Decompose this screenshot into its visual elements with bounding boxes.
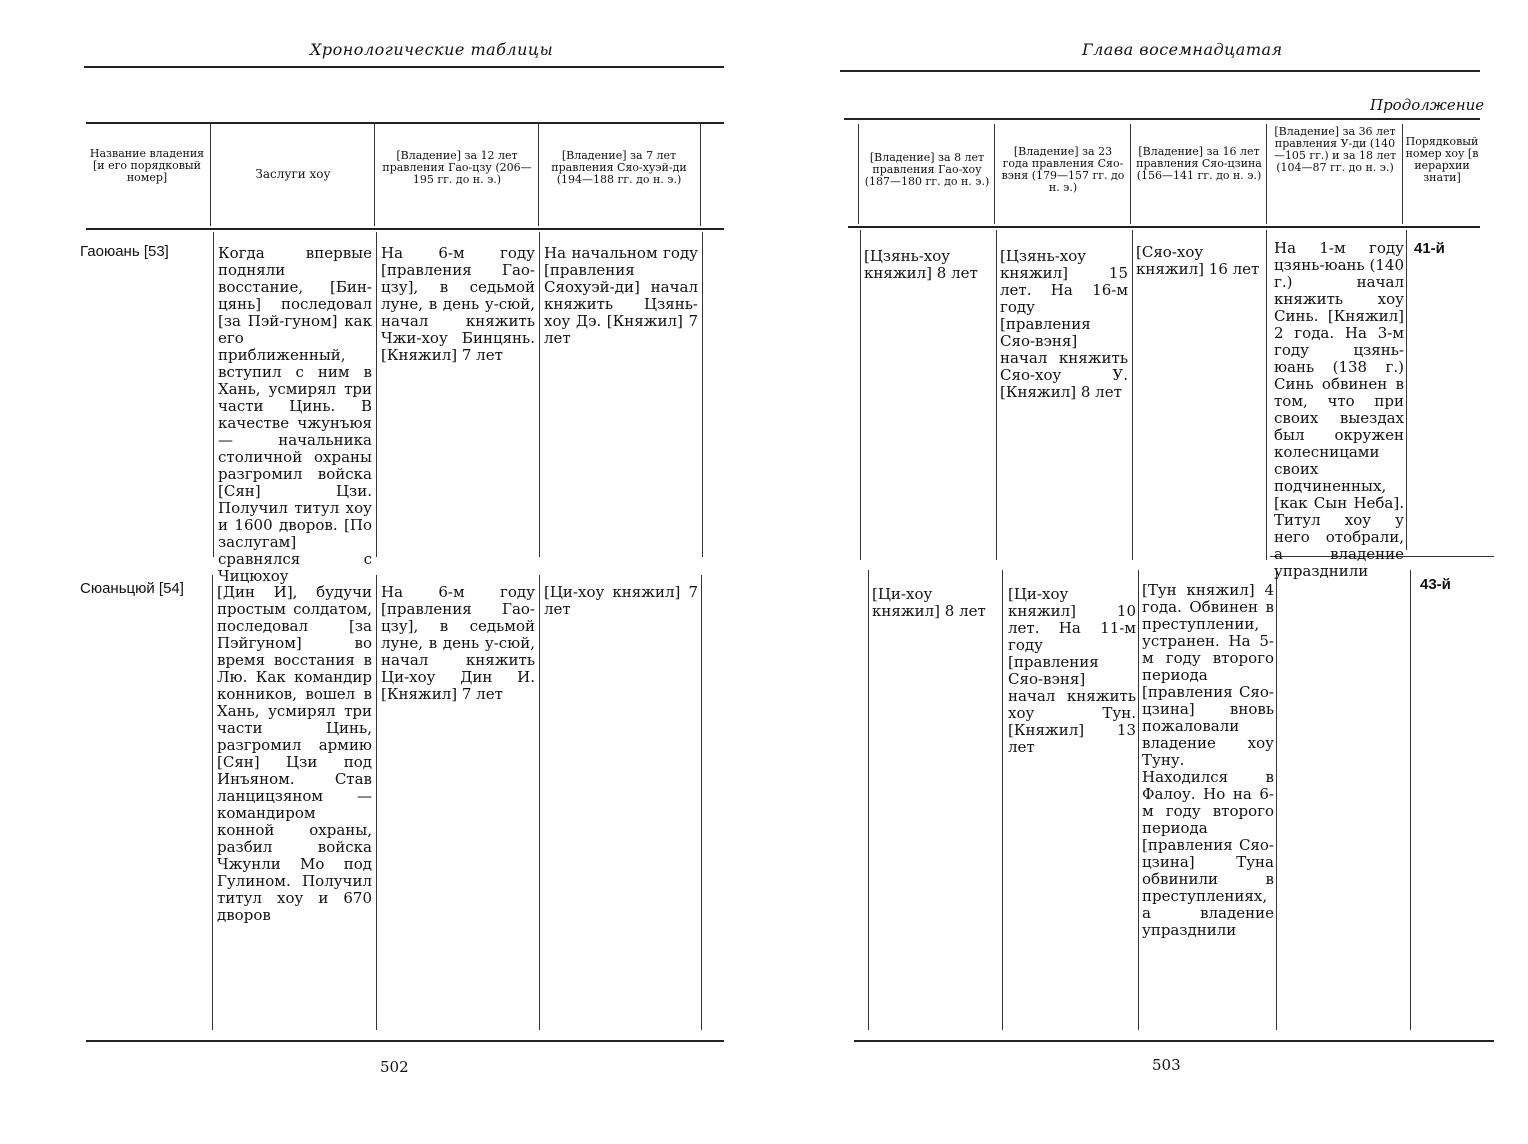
table-bottom-rule-right [854,1040,1494,1042]
header-gaohou: [Владение] за 8 лет правления Гао-хоу (187—180 гг. до н. э.) [864,151,990,188]
table-cell-merits: [Дин И], будучи простым солдатом, последовал [за Пэйгуном] во время восстания в Лю. Как командир конников, вошел в Хань, усмирял три части Цинь, разгромил армию [Сян] Цзи под Инъяном. Став ланцицзяном — командиром конной охраны, разбил войска Чжунли Мо под Гулином. Получил титул хоу и 670 дворов [217,583,372,924]
header-name: Название владения [и его порядковый номер] [89,147,205,184]
header-rank: Порядковый номер хоу [в иерархии знати] [1405,135,1479,184]
table-cell-gaozu: На 6-м году [правления Гао-цзу], в седьмой луне, в день у-сюй, начал княжить Ци-хоу Дин И. [Княжил] 7 лет [381,583,535,703]
header-bottom-rule-left [86,228,724,230]
table-cell-xiaowen: [Цзянь-хоу княжил] 15 лет. На 16-м году [правления Сяо-вэня] начал княжить Сяо-хоу У. [Княжил] 8 лет [1000,247,1128,401]
table-cell-xiaowen: [Ци-хоу княжил] 10 лет. На 11-м году [правления Сяо-вэня] начал княжить хоу Тун. [Княжил] 13 лет [1008,585,1136,756]
table-cell-merits: Когда впервые подняли восстание, [Бин-цянь] последовал [за Пэй-гуном] как его приближенный, вступил с ним в Хань, усмирял три части Цинь. В качестве чжунъюя— начальника столичной охраны разгромил войска [Сян] Цзи. Получил титул хоу и 1600 дворов. [По заслугам] сравнялся с Чицюхоу [218,244,372,585]
page-number-left: 502 [380,1058,409,1076]
running-head-left: Хронологические таблицы [310,40,554,59]
table-top-rule-right [844,118,1480,120]
header-bottom-rule-right [848,226,1480,228]
running-head-right: Глава восемнадцатая [1082,40,1283,59]
right-page [764,0,1528,1144]
table-cell-xiaojing: [Тун княжил] 4 года. Обвинен в преступлении, устранен. На 5-м году второго периода [правления Сяо-цзина] вновь пожаловали владение хоу Туну. Находился в Фалоу. Но на 6-м году второго периода [правления Сяо-цзина] Туна обвинили в преступлениях, а владение упразднили [1142,581,1274,939]
table-cell-wudi: На 1-м году цзянь-юань (140 г.) начал княжить хоу Синь. [Княжил] 2 года. На 3-м году цзянь-юань (138 г.) Синь обвинен в том, что при своих выездах был окружен колесницами своих подчиненных, [как Сын Неба]. Титул хоу у него отобрали, а владение упразднили [1274,239,1404,580]
table-row-name: Сюаньцюй [54] [80,580,184,597]
header-merits: Заслуги хоу [255,167,331,181]
table-cell-rank: 41-й [1414,240,1445,257]
table-cell-gaohou: [Ци-хоу княжил] 8 лет [872,585,986,620]
table-cell-rank: 43-й [1420,576,1451,593]
header-xiaohui: [Владение] за 7 лет правления Сяо-хуэй-ди (194—188 гг. до н. э.) [551,149,687,186]
table-cell-xiaojing: [Сяо-хоу княжил] 16 лет [1136,243,1260,278]
head-rule-right [840,70,1480,72]
header-gaozu: [Владение] за 12 лет правления Гао-цзу (206—195 гг. до н. э.) [382,149,532,186]
table-row-name: Гаоюань [53] [80,243,169,260]
header-xiaowen: [Владение] за 23 года правления Сяо-вэня (179—157 гг. до н. э.) [1001,145,1125,194]
header-xiaojing: [Владение] за 16 лет правления Сяо-цзина (156—141 гг. до н. э.) [1136,145,1262,182]
header-wudi: [Владение] за 36 лет правления У-ди (140—105 гг.) и за 18 лет (104—87 гг. до н. э.) [1273,125,1397,174]
continued-label: Продолжение [1370,96,1485,114]
table-cell-gaozu: На 6-м году [правления Гао-цзу], в седьмой луне, в день у-сюй, начал княжить Чжи-хоу Бинцянь. [Княжил] 7 лет [381,244,535,364]
table-cell-xiaohui: [Ци-хоу княжил] 7 лет [544,583,698,618]
table-top-rule-left [86,122,724,124]
head-rule-left [84,66,724,68]
page-number-right: 503 [1152,1056,1181,1074]
table-cell-gaohou: [Цзянь-хоу княжил] 8 лет [864,247,978,282]
table-bottom-rule-left [86,1040,724,1042]
table-cell-xiaohui: На начальном году [правления Сяохуэй-ди] начал княжить Цзянь-хоу Дэ. [Княжил] 7 лет [544,244,698,347]
